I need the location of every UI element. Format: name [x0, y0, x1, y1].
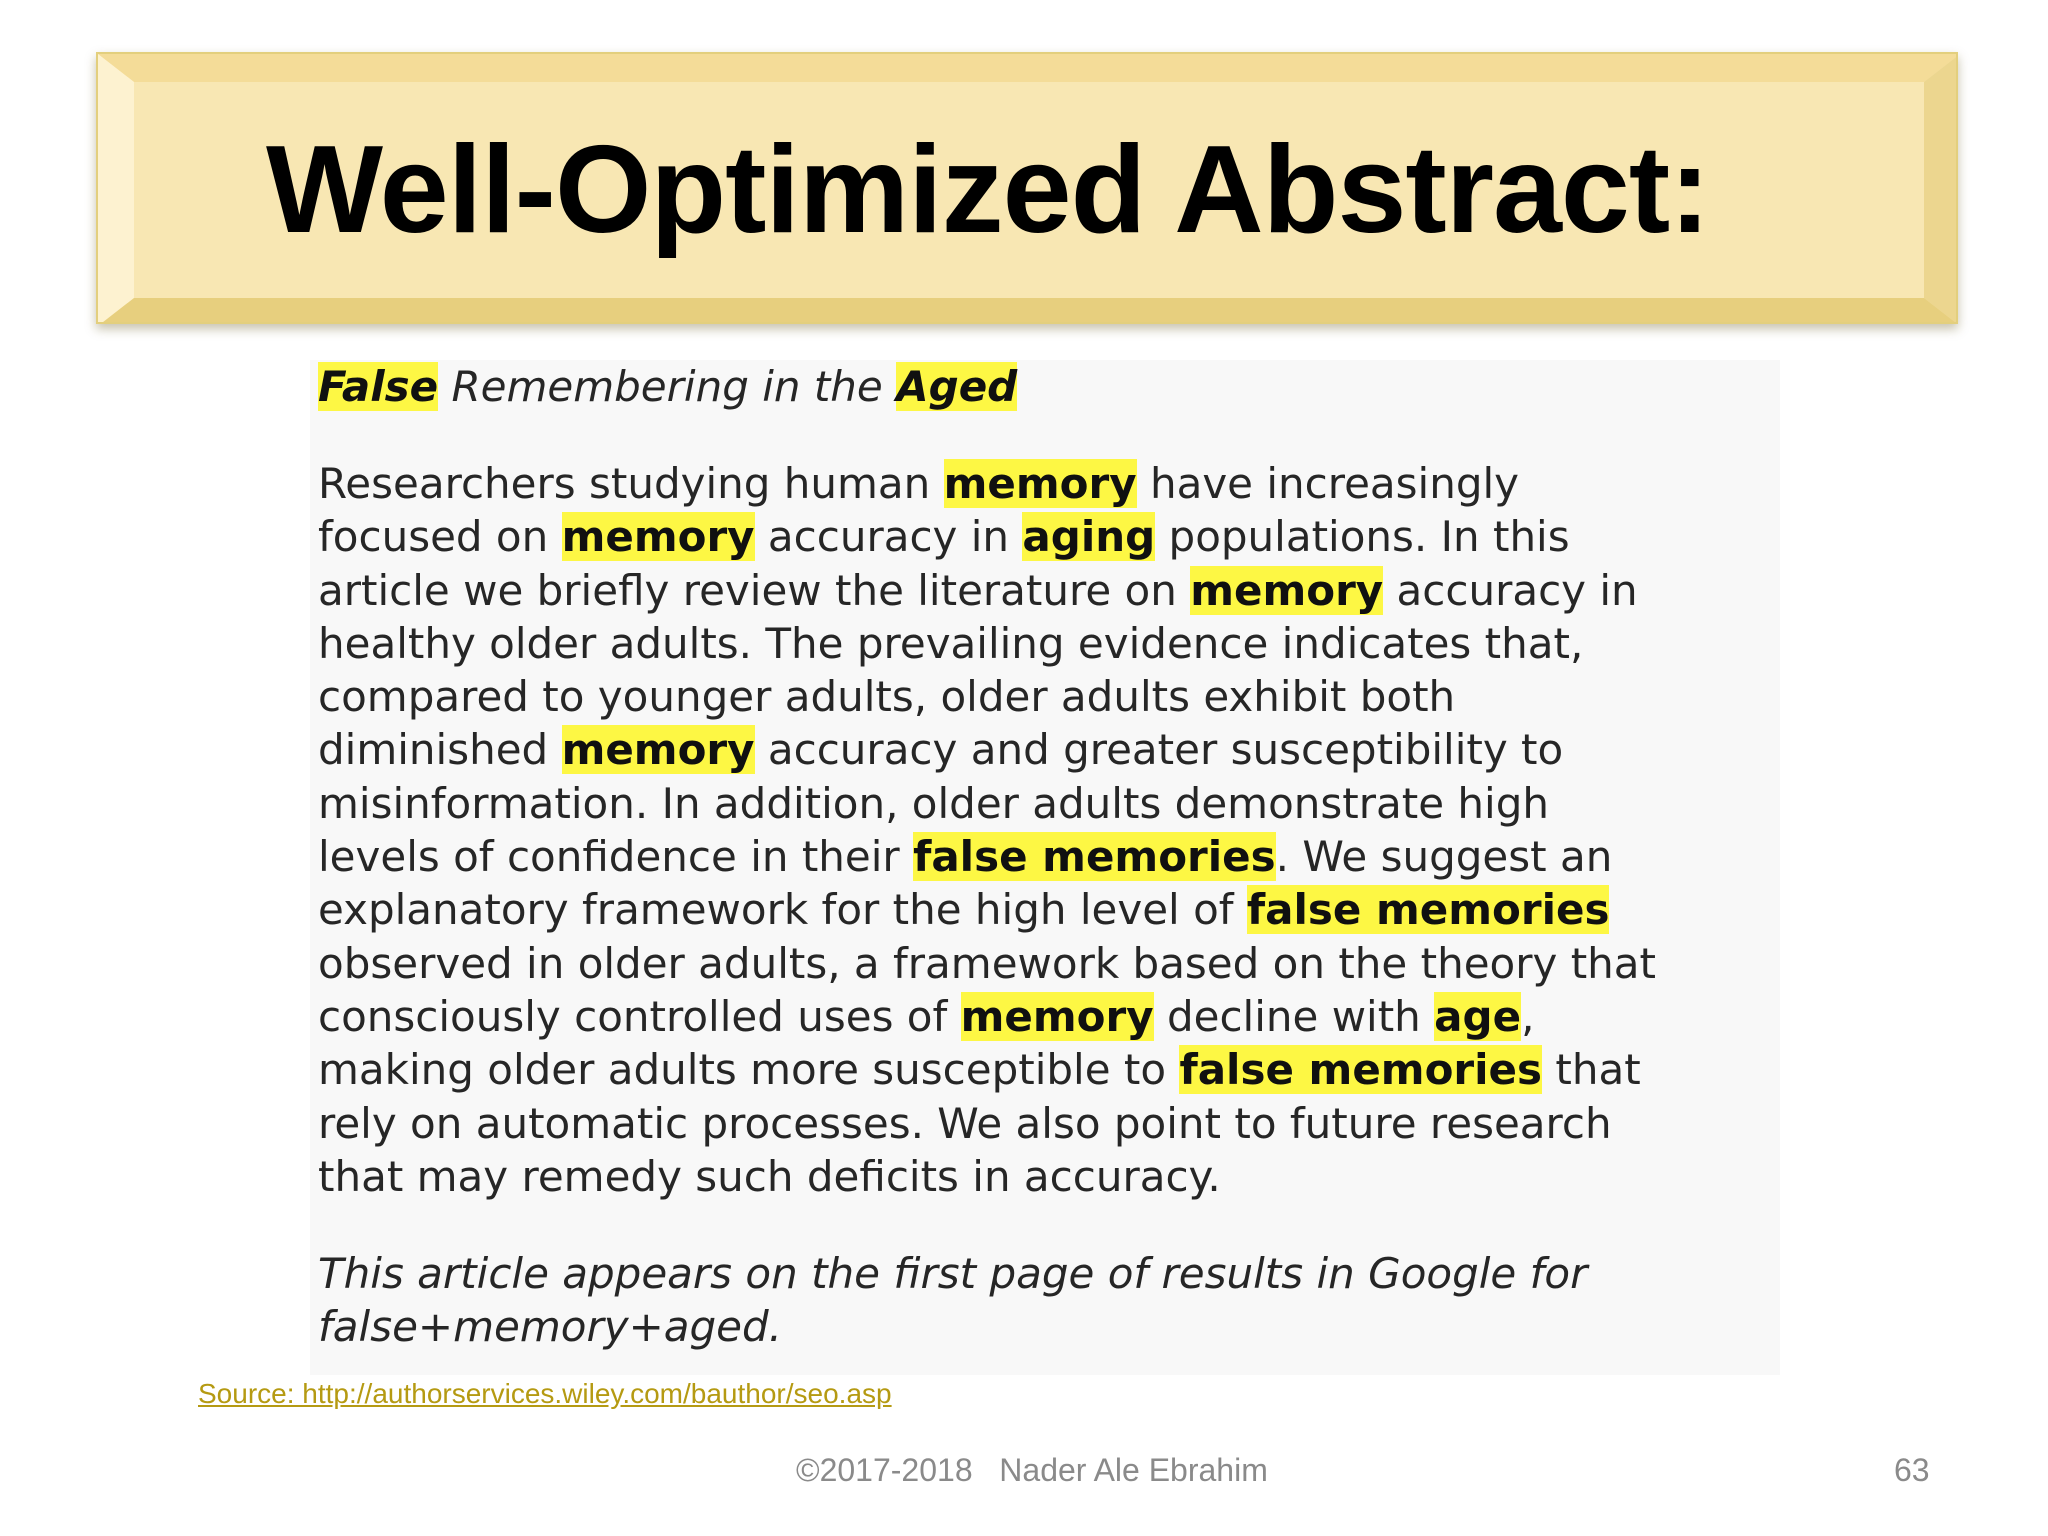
article-title-text: Remembering in the — [438, 362, 897, 411]
source-link[interactable]: Source: http://authorservices.wiley.com/bauthor/seo.asp — [198, 1378, 892, 1409]
abstract-text: diminished — [318, 725, 562, 775]
abstract-text: observed in older adults, a framework based on the theory that — [318, 938, 1656, 988]
article-excerpt — [310, 360, 1780, 1375]
keyword-highlight: false memories — [1246, 885, 1610, 935]
abstract-text: that — [1542, 1045, 1641, 1095]
abstract-text: that may remedy such deficits in accuracy. — [318, 1151, 1221, 1201]
title-banner — [96, 52, 1958, 324]
page-number: 63 — [1894, 1452, 1930, 1488]
abstract-text: rely on automatic processes. We also point to future research — [318, 1098, 1612, 1148]
keyword-highlight: Aged — [896, 362, 1018, 411]
abstract-text: accuracy in — [1383, 565, 1638, 615]
keyword-highlight: memory — [1190, 565, 1384, 615]
abstract-text: compared to younger adults, older adults exhibit both — [318, 672, 1456, 722]
keyword-highlight: false memories — [1179, 1045, 1543, 1095]
abstract-text: consciously controlled uses of — [318, 991, 961, 1041]
abstract-paragraph — [318, 457, 1778, 1203]
abstract-text: decline with — [1153, 991, 1435, 1041]
search-ranking-note — [318, 1247, 1778, 1354]
abstract-text: , — [1521, 991, 1535, 1041]
keyword-highlight: false memories — [913, 832, 1276, 882]
keyword-highlight: False — [318, 362, 439, 411]
keyword-highlight: aging — [1022, 512, 1156, 562]
abstract-text: have increasingly — [1136, 459, 1520, 508]
abstract-text: misinformation. In addition, older adults demonstrate high — [318, 778, 1549, 828]
article-title — [318, 360, 1778, 413]
abstract-text: article we briefly review the literature on — [318, 565, 1191, 615]
abstract-text: healthy older adults. The prevailing evidence indicates that, — [318, 618, 1584, 668]
note-text: false+memory+aged. — [318, 1302, 783, 1352]
keyword-highlight: memory — [943, 459, 1137, 508]
abstract-text: Researchers studying human — [318, 459, 944, 508]
abstract-text: . We suggest an — [1275, 832, 1613, 882]
abstract-text: accuracy in — [754, 512, 1023, 562]
abstract-text: accuracy and greater susceptibility to — [754, 725, 1564, 775]
keyword-highlight: memory — [960, 991, 1154, 1041]
abstract-text: making older adults more susceptible to — [318, 1045, 1180, 1095]
abstract-text: populations. In this — [1155, 512, 1570, 562]
keyword-highlight: memory — [561, 512, 755, 562]
abstract-text: explanatory framework for the high level of — [318, 885, 1247, 935]
slide-title: Well-Optimized Abstract: — [266, 121, 1710, 259]
abstract-text: levels of confidence in their — [318, 832, 914, 882]
article-body — [318, 360, 1778, 1354]
abstract-text: focused on — [318, 512, 562, 562]
note-text: This article appears on the first page of results in Google for — [318, 1249, 1588, 1299]
keyword-highlight: age — [1434, 991, 1522, 1041]
keyword-highlight: memory — [561, 725, 755, 775]
footer-copyright: ©2017-2018 Nader Ale Ebrahim — [796, 1452, 1268, 1488]
